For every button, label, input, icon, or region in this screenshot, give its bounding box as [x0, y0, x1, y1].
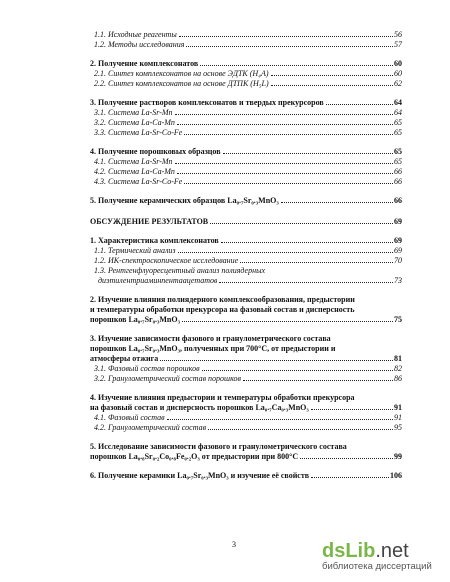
- toc-entry[interactable]: 4. Получение порошковых образцов 65: [90, 147, 402, 156]
- toc-entry[interactable]: 3.1. Фазовый состав порошков 82: [94, 364, 402, 373]
- leader-dots: [178, 252, 393, 253]
- toc-entry[interactable]: 4.1. Фазовый состав 91: [94, 413, 402, 422]
- toc-entry[interactable]: 1. Характеристика комплексонатов 69: [90, 236, 402, 245]
- leader-dots: [182, 321, 393, 322]
- leader-dots: [210, 223, 393, 224]
- leader-dots: [300, 458, 393, 459]
- toc-section-heading[interactable]: ОБСУЖДЕНИЕ РЕЗУЛЬТАТОВ 69: [90, 217, 402, 226]
- toc-entry[interactable]: 2. Изучение влияния полиядерного комплексообразования, предыстории и температуры обработки прекурсора на фазовый состав и дисперсность порошков La₀.₇Sr₀.₃MnO₃ 75: [90, 295, 402, 324]
- toc-entry[interactable]: 5. Исследование зависимости фазового и гранулометрического состава порошков La₀.₈Sr₀.₂Co₀.₈Fe₀.₂O₃ от предыстории при 800°С 99: [90, 442, 402, 461]
- leader-dots: [175, 114, 393, 115]
- toc-entry[interactable]: 1.2. Методы исследования 57: [94, 40, 402, 49]
- leader-dots: [160, 360, 393, 361]
- table-of-contents: [90, 30, 402, 481]
- leader-dots: [177, 124, 393, 125]
- toc-entry[interactable]: 3.2. Система La-Ca-Mn 65: [94, 118, 402, 127]
- leader-dots: [167, 419, 393, 420]
- leader-dots: [223, 153, 393, 154]
- leader-dots: [175, 163, 393, 164]
- toc-entry[interactable]: 2.1. Синтез комплексонатов на основе ЭДТК (H₄A) 60: [94, 69, 402, 78]
- toc-entry[interactable]: 3.3. Система La-Sr-Co-Fe 65: [94, 128, 402, 137]
- toc-entry[interactable]: 2. Получение комплексонатов 60: [90, 59, 402, 68]
- leader-dots: [311, 477, 389, 478]
- leader-dots: [208, 429, 393, 430]
- toc-entry[interactable]: 4.2. Система La-Ca-Mn 66: [94, 167, 402, 176]
- watermark-logo: dsLib.net: [322, 540, 409, 562]
- leader-dots: [240, 262, 393, 263]
- watermark[interactable]: [322, 540, 450, 582]
- toc-entry[interactable]: 1.1. Исходные реагенты 56: [94, 30, 402, 39]
- toc-entry[interactable]: 4. Изучение влияния предыстории и температуры обработки прекурсора на фазовый состав и дисперсность порошков La₀.₇Ca₀.₃MnO₃ 91: [90, 393, 402, 412]
- toc-entry[interactable]: 1.1. Термический анализ 69: [94, 246, 402, 255]
- toc-entry[interactable]: 1.3. Рентгенфлуоресцентный анализ полиядерных диэтилентриаминпентаацетатов 73: [94, 266, 402, 285]
- leader-dots: [177, 173, 393, 174]
- leader-dots: [243, 380, 393, 381]
- toc-entry[interactable]: 3.1. Система La-Sr-Mn 64: [94, 108, 402, 117]
- toc-entry[interactable]: 1.2. ИК-спектроскопическое исследование 70: [94, 256, 402, 265]
- leader-dots: [221, 242, 393, 243]
- leader-dots: [186, 46, 393, 47]
- toc-entry[interactable]: 4.2. Гранулометрический состав 95: [94, 423, 402, 432]
- leader-dots: [311, 409, 393, 410]
- leader-dots: [200, 65, 393, 66]
- leader-dots: [271, 75, 393, 76]
- toc-entry[interactable]: 4.1. Система La-Sr-Mn 65: [94, 157, 402, 166]
- toc-entry[interactable]: 4.3. Система La-Sr-Co-Fe 66: [94, 177, 402, 186]
- leader-dots: [179, 36, 393, 37]
- watermark-tagline: библиотека диссертаций: [322, 561, 432, 572]
- page-number: 3: [232, 540, 236, 549]
- leader-dots: [184, 183, 393, 184]
- leader-dots: [281, 202, 393, 203]
- leader-dots: [202, 370, 393, 371]
- toc-entry[interactable]: 3. Изучение зависимости фазового и гранулометрического состава порошков La₀.₇Sr₀.₃MnO₃, полученных при 700°С, от предыстории и атмосферы отжига 81: [90, 334, 402, 363]
- leader-dots: [271, 85, 393, 86]
- toc-entry[interactable]: 3.2. Гранулометрический состав порошков 86: [94, 374, 402, 383]
- leader-dots: [326, 104, 393, 105]
- leader-dots: [219, 282, 393, 283]
- leader-dots: [184, 134, 393, 135]
- toc-entry[interactable]: 3. Получение растворов комплексонатов и твердых прекурсоров 64: [90, 98, 402, 107]
- toc-entry[interactable]: 5. Получение керамических образцов La₀.₇Sr₀.₃MnO₃ 66: [90, 196, 402, 205]
- toc-entry[interactable]: 2.2. Синтез комплексонатов на основе ДТПК (H₅L) 62: [94, 79, 402, 88]
- toc-entry[interactable]: 6. Получение керамики La₀.₇Sr₀.₃MnO₃ и изучение её свойств 106: [90, 471, 402, 480]
